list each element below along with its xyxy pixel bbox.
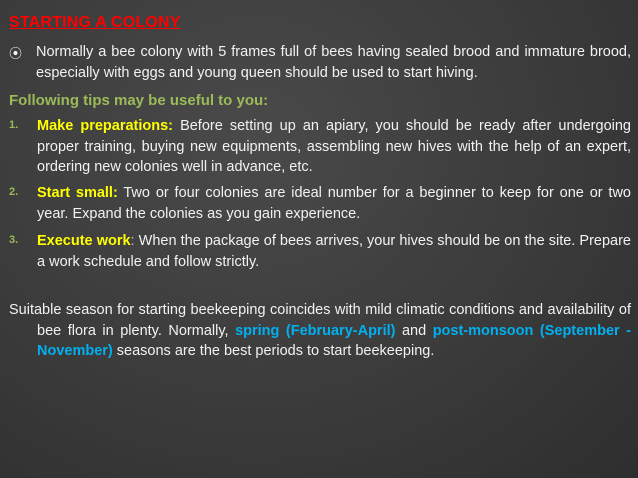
closing-paragraph xyxy=(9,300,631,362)
list-item-term: Make preparations: xyxy=(37,118,173,134)
list-item-text xyxy=(37,116,631,178)
list-item-colon: : xyxy=(130,233,135,249)
list-number: 1. xyxy=(9,119,19,131)
season-spring: spring (February-April) xyxy=(235,322,396,339)
closing-part-1: Suitable season for starting beekeeping coincides with mild climatic conditions and availability of bee flora in plenty. Normally, xyxy=(9,302,631,339)
list-item-text xyxy=(37,183,631,224)
closing-part-2: and xyxy=(395,322,433,339)
slide-title: STARTING A COLONY xyxy=(9,14,181,31)
intro-text: Normally a bee colony with 5 frames full of bees having sealed brood and immature brood, especially with eggs and young queen should be used to start hiving. xyxy=(36,44,631,81)
list-item-body: Two or four colonies are ideal number for a beginner to keep for one or two year. Expand the colonies as you gain experience. xyxy=(37,185,631,222)
list-item-1 xyxy=(9,116,631,178)
list-item-body: When the package of bees arrives, your hives should be on the site. Prepare a work schedule and follow strictly. xyxy=(37,233,631,270)
list-item-2 xyxy=(9,183,631,224)
list-item-term: Start small: xyxy=(37,185,118,201)
list-number: 2. xyxy=(9,186,19,198)
list-item-text xyxy=(37,231,631,272)
intro-bullet xyxy=(9,42,631,83)
list-item-term: Execute work xyxy=(37,233,131,249)
list-item-body: Before setting up an apiary, you should be ready after undergoing proper training, buying new equipments, assembling new hives with the help of an expert, ordering new colonies well in advance, etc. xyxy=(37,118,631,175)
list-item-3 xyxy=(9,231,631,272)
circle-dot-icon: ⦿ xyxy=(9,46,23,61)
season-post-monsoon: post-monsoon (September - November) xyxy=(37,322,631,359)
tips-heading: Following tips may be useful to you: xyxy=(9,92,269,109)
list-number: 3. xyxy=(9,234,19,246)
closing-part-3: seasons are the best periods to start beekeeping. xyxy=(112,343,435,359)
closing-text xyxy=(9,300,631,362)
